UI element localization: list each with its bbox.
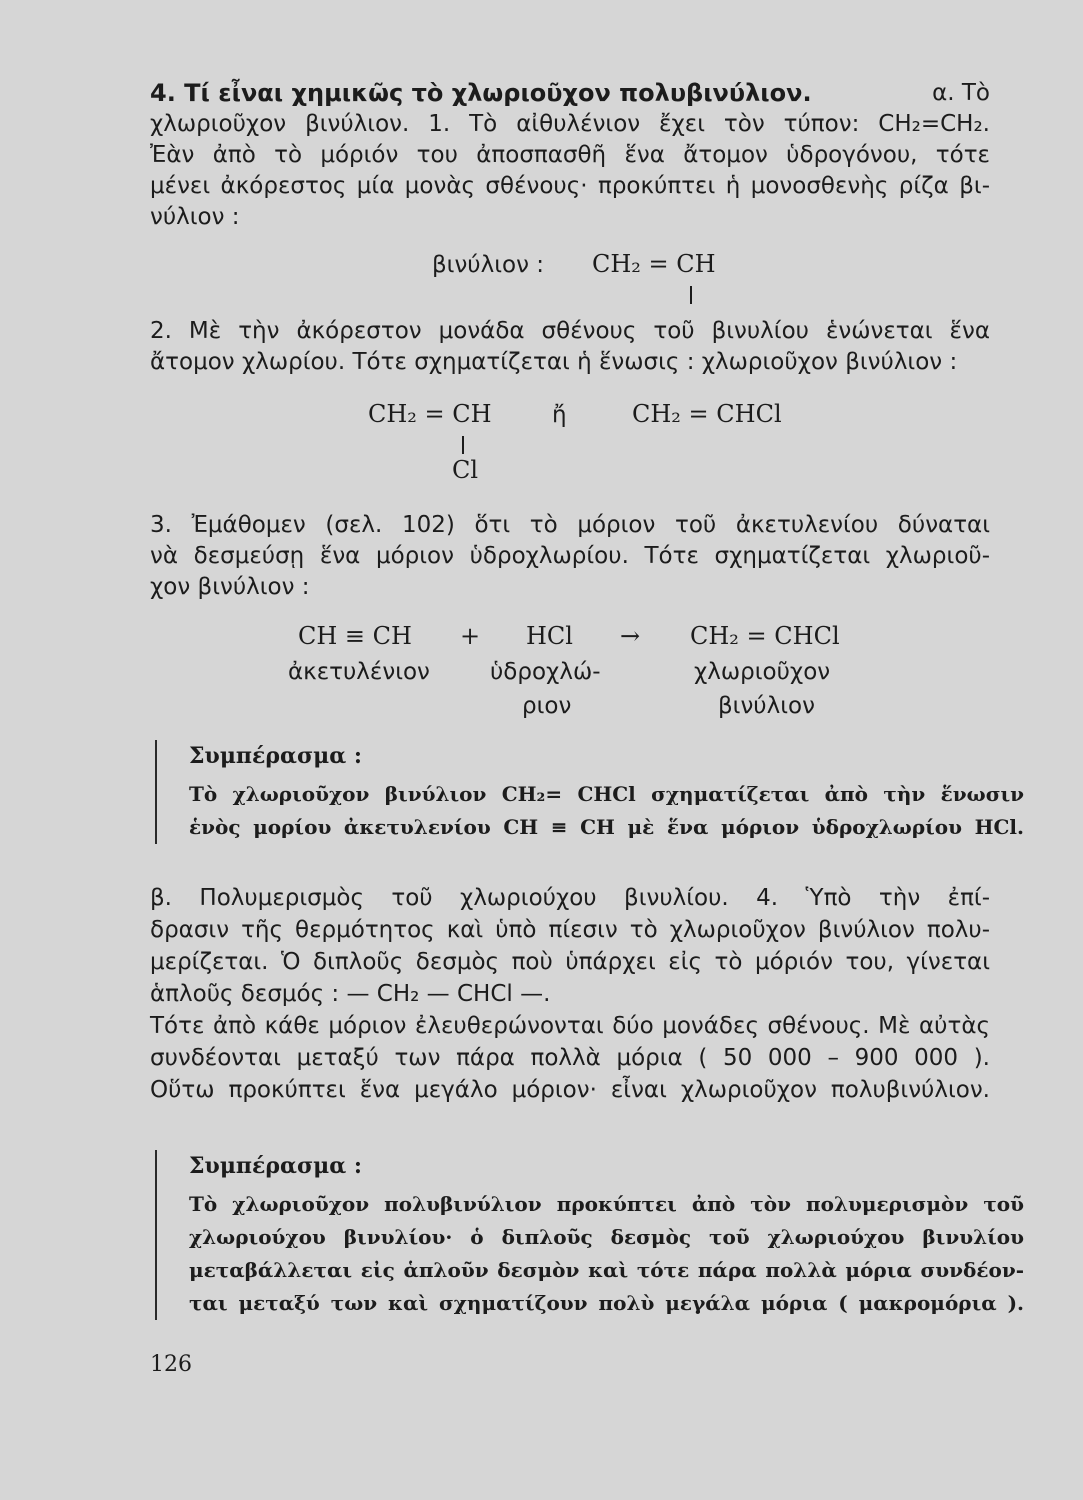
reactant-hcl: HCl — [526, 622, 573, 650]
text-line: ἄτομον χλωρίου. Τότε σχηματίζεται ἡ ἕνωσις : χλωριοῦχον βινύλιον : — [150, 349, 958, 375]
vinyl-label: βινύλιον : — [432, 252, 544, 278]
reactant-hcl-name-2: ριον — [522, 693, 572, 719]
text-line: β. Πολυμερισμὸς τοῦ χλωριούχου βινυλίου. 4. Ὑπὸ τὴν ἐπί- — [150, 885, 990, 911]
summary-title: Συμπέρασμα : — [189, 743, 362, 769]
reactant-hcl-name-1: ὑδροχλώ- — [490, 659, 601, 685]
product-vinyl-chloride: CH₂ = CHCl — [690, 622, 840, 650]
plus-sign: + — [460, 622, 481, 650]
reactant-acetylene-name: ἀκετυλένιον — [288, 659, 430, 685]
paragraph-2 — [150, 316, 990, 378]
summary-line: χλωριούχου βινυλίου· ὁ διπλοῦς δεσμὸς τοῦ χλωριούχου βινυλίου — [189, 1225, 1024, 1249]
text-line: χλωριοῦχον βινύλιον. 1. Τὸ αἰθυλένιον ἔχει τὸν τύπον: CH₂=CH₂. — [150, 111, 990, 137]
chlorine-bond — [462, 436, 464, 454]
text-line: χον βινύλιον : — [150, 574, 310, 600]
text-line: δρασιν τῆς θερμότητος καὶ ὑπὸ πίεσιν τὸ χλωριοῦχον βινύλιον πολυ- — [150, 917, 990, 943]
or-word: ἤ — [552, 402, 567, 428]
text-line: Τότε ἀπὸ κάθε μόριον ἐλευθερώνονται δύο μονάδες σθένους. Μὲ αὐτὰς — [150, 1013, 990, 1039]
text-line: συνδέονται μεταξύ των πάρα πολλὰ μόρια ( 50 000 – 900 000 ). — [150, 1045, 990, 1071]
text-line: ἁπλοῦς δεσμός : — CH₂ — CHCl —. — [150, 981, 551, 1007]
text-line: μερίζεται. Ὁ διπλοῦς δεσμὸς ποὺ ὑπάρχει εἰς τὸ μόριόν του, γίνεται — [150, 949, 990, 975]
text-line: νὰ δεσμεύσῃ ἕνα μόριον ὑδροχλωρίου. Τότε σχηματίζεται χλωριοῦ- — [150, 543, 990, 569]
vinyl-chloride-structural: CH₂ = CH — [368, 400, 492, 428]
paragraph-4 — [150, 882, 990, 1106]
summary-line: ται μεταξύ των καὶ σχηματίζουν πολὺ μεγάλα μόρια ( μακρομόρια ). — [189, 1291, 1024, 1315]
free-valence-bond — [690, 286, 692, 304]
reactant-acetylene: CH ≡ CH — [298, 622, 412, 650]
text-line: νύλιον : — [150, 204, 240, 230]
section-paragraph-1 — [150, 78, 990, 233]
summary-line: Τὸ χλωριοῦχον πολυβινύλιον προκύπτει ἀπὸ τὸν πολυμερισμὸν τοῦ — [189, 1192, 1024, 1216]
heading-tail: α. Τὸ — [932, 80, 990, 106]
page-number: 126 — [150, 1352, 192, 1377]
summary-line: ἑνὸς μορίου ἀκετυλενίου CH ≡ CH μὲ ἕνα μόριον ὑδροχλωρίου HCl. — [189, 815, 1024, 839]
summary-line: Τὸ χλωριοῦχον βινύλιον CH₂= CHCl σχηματίζεται ἀπὸ τὴν ἕνωσιν — [189, 782, 1024, 806]
vinyl-formula: CH₂ = CH — [592, 250, 716, 278]
product-name-1: χλωριοῦχον — [694, 659, 831, 685]
summary-line: μεταβάλλεται εἰς ἁπλοῦν δεσμὸν καὶ τότε πάρα πολλὰ μόρια συνδέον- — [189, 1258, 1024, 1282]
heading-line — [150, 78, 990, 109]
chlorine-substituent: Cl — [452, 456, 479, 484]
section-heading: 4. Τί εἶναι χημικῶς τὸ χλωριοῦχον πολυβινύλιον. — [150, 79, 812, 107]
summary-box-2 — [155, 1150, 1024, 1320]
text-line: μένει ἀκόρεστος μία μονὰς σθένους· προκύπτει ἡ μονοσθενὴς ρίζα βι- — [150, 173, 990, 199]
summary-box-1 — [155, 740, 1024, 844]
paragraph-3 — [150, 510, 990, 603]
text-line: Ἐὰν ἀπὸ τὸ μόριόν του ἀποσπασθῆ ἕνα ἄτομον ὑδρογόνου, τότε — [150, 142, 990, 168]
reaction-arrow: → — [620, 622, 641, 650]
product-name-2: βινύλιον — [718, 693, 815, 719]
summary-title: Συμπέρασμα : — [189, 1153, 362, 1179]
text-line: 3. Ἐμάθομεν (σελ. 102) ὅτι τὸ μόριον τοῦ ἀκετυλενίου δύναται — [150, 512, 990, 538]
text-line: 2. Μὲ τὴν ἀκόρεστον μονάδα σθένους τοῦ βινυλίου ἑνώνεται ἕνα — [150, 318, 990, 344]
text-line: Οὕτω προκύπτει ἕνα μεγάλο μόριον· εἶναι χλωριοῦχον πολυβινύλιον. — [150, 1077, 990, 1103]
vinyl-chloride-condensed: CH₂ = CHCl — [632, 400, 782, 428]
